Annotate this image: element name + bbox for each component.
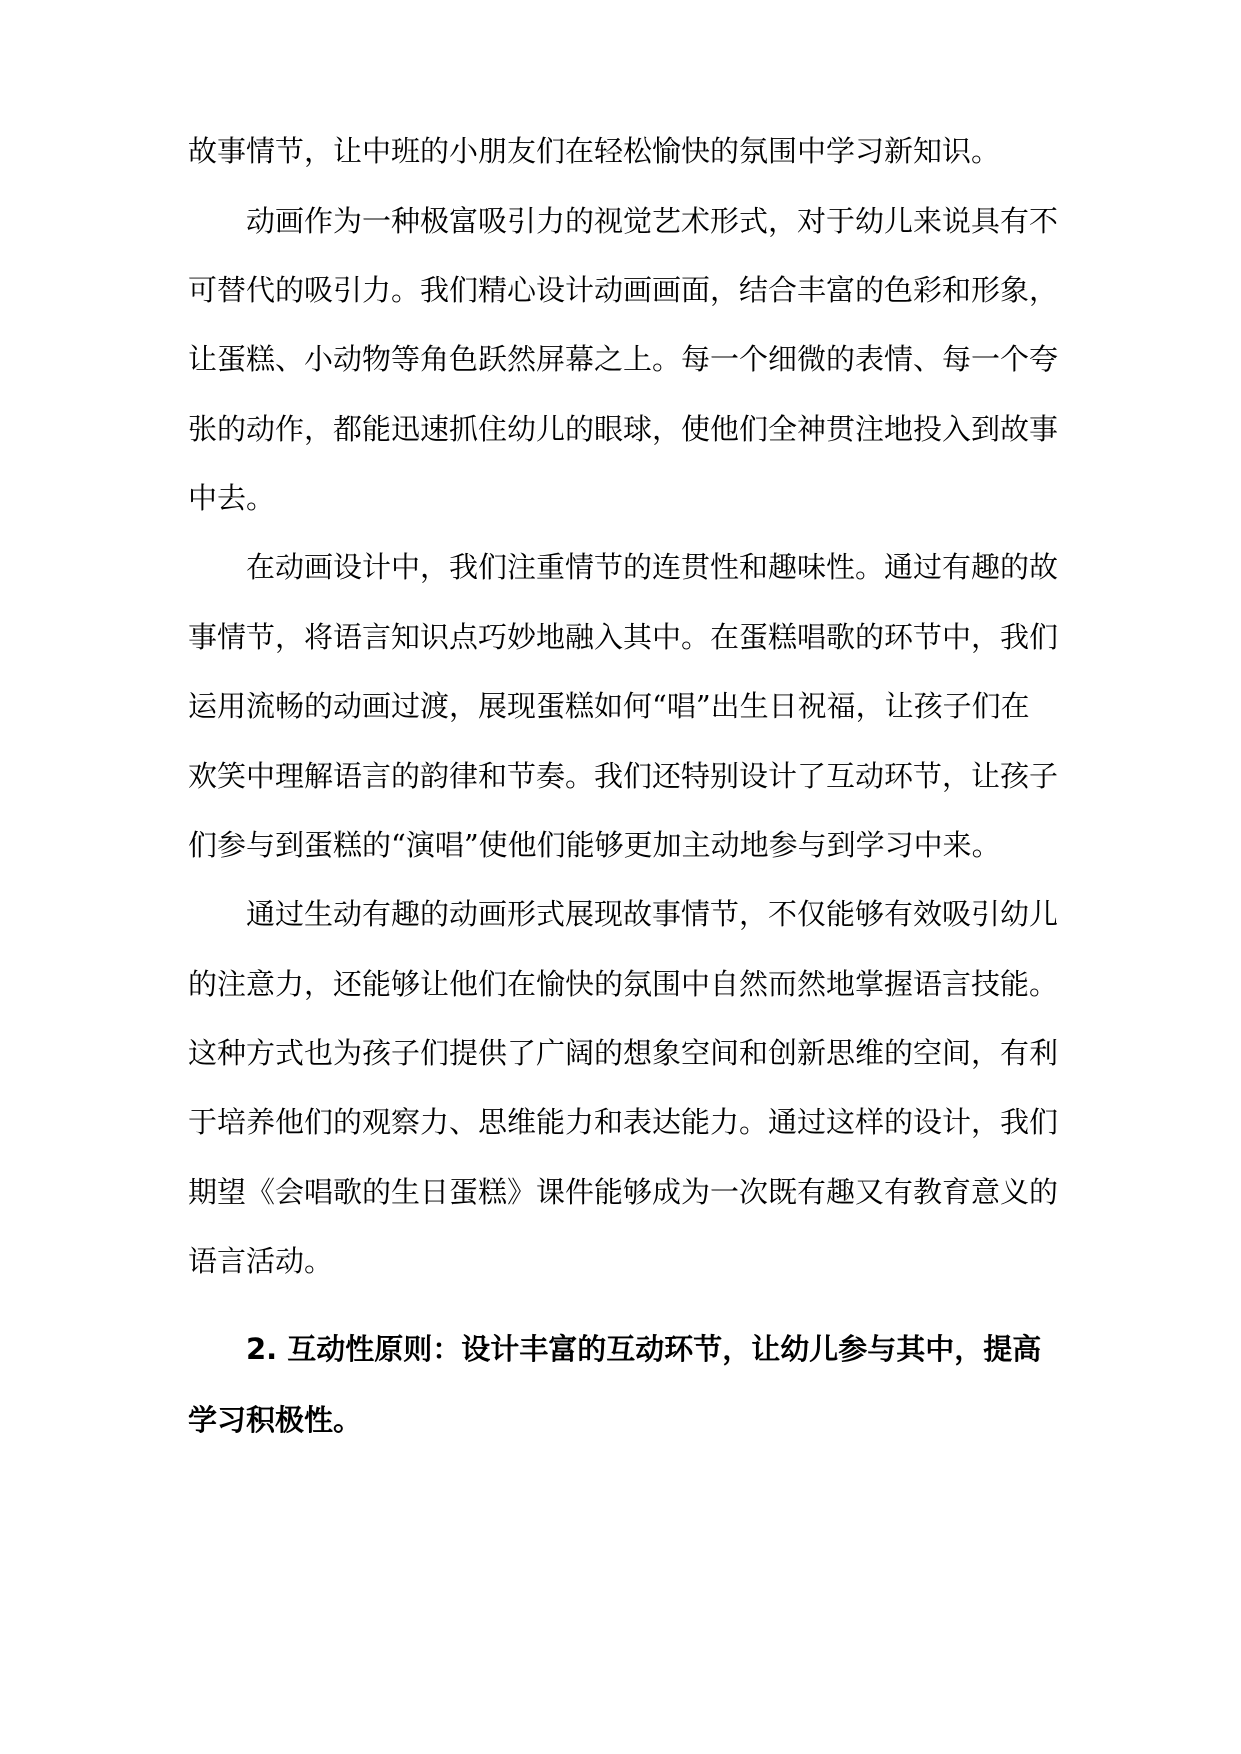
section-heading: 2. 互动性原则：设计丰富的互动环节，让幼儿参与其中，提高 <box>246 1332 1042 1366</box>
paragraph-line: 期望《会唱歌的生日蛋糕》课件能够成为一次既有趣又有教育意义的 <box>188 1175 1059 1209</box>
paragraph-line: 中去。 <box>188 481 276 515</box>
paragraph-line: 张的动作，都能迅速抓住幼儿的眼球，使他们全神贯注地投入到故事 <box>188 412 1059 446</box>
paragraph-line: 故事情节，让中班的小朋友们在轻松愉快的氛围中学习新知识。 <box>188 134 1001 168</box>
paragraph-line: 语言活动。 <box>188 1244 334 1278</box>
paragraph-line: 可替代的吸引力。我们精心设计动画画面，结合丰富的色彩和形象， <box>188 273 1059 307</box>
paragraph-line: 动画作为一种极富吸引力的视觉艺术形式，对于幼儿来说具有不 <box>246 204 1059 238</box>
section-heading-continuation: 学习积极性。 <box>188 1403 363 1437</box>
paragraph-line: 这种方式也为孩子们提供了广阔的想象空间和创新思维的空间，有利 <box>188 1036 1059 1070</box>
paragraph-line: 于培养他们的观察力、思维能力和表达能力。通过这样的设计，我们 <box>188 1105 1059 1139</box>
paragraph-line: 让蛋糕、小动物等角色跃然屏幕之上。每一个细微的表情、每一个夸 <box>188 342 1059 376</box>
paragraph-line: 运用流畅的动画过渡，展现蛋糕如何“唱”出生日祝福，让孩子们在 <box>188 689 1030 723</box>
paragraph-line: 欢笑中理解语言的韵律和节奏。我们还特别设计了互动环节，让孩子 <box>188 759 1059 793</box>
paragraph-line: 通过生动有趣的动画形式展现故事情节，不仅能够有效吸引幼儿 <box>246 897 1059 931</box>
paragraph-line: 事情节，将语言知识点巧妙地融入其中。在蛋糕唱歌的环节中，我们 <box>188 620 1059 654</box>
paragraph-line: 们参与到蛋糕的“演唱”使他们能够更加主动地参与到学习中来。 <box>188 828 1001 862</box>
paragraph-line: 的注意力，还能够让他们在愉快的氛围中自然而然地掌握语言技能。 <box>188 967 1059 1001</box>
paragraph-line: 在动画设计中，我们注重情节的连贯性和趣味性。通过有趣的故 <box>246 550 1059 584</box>
